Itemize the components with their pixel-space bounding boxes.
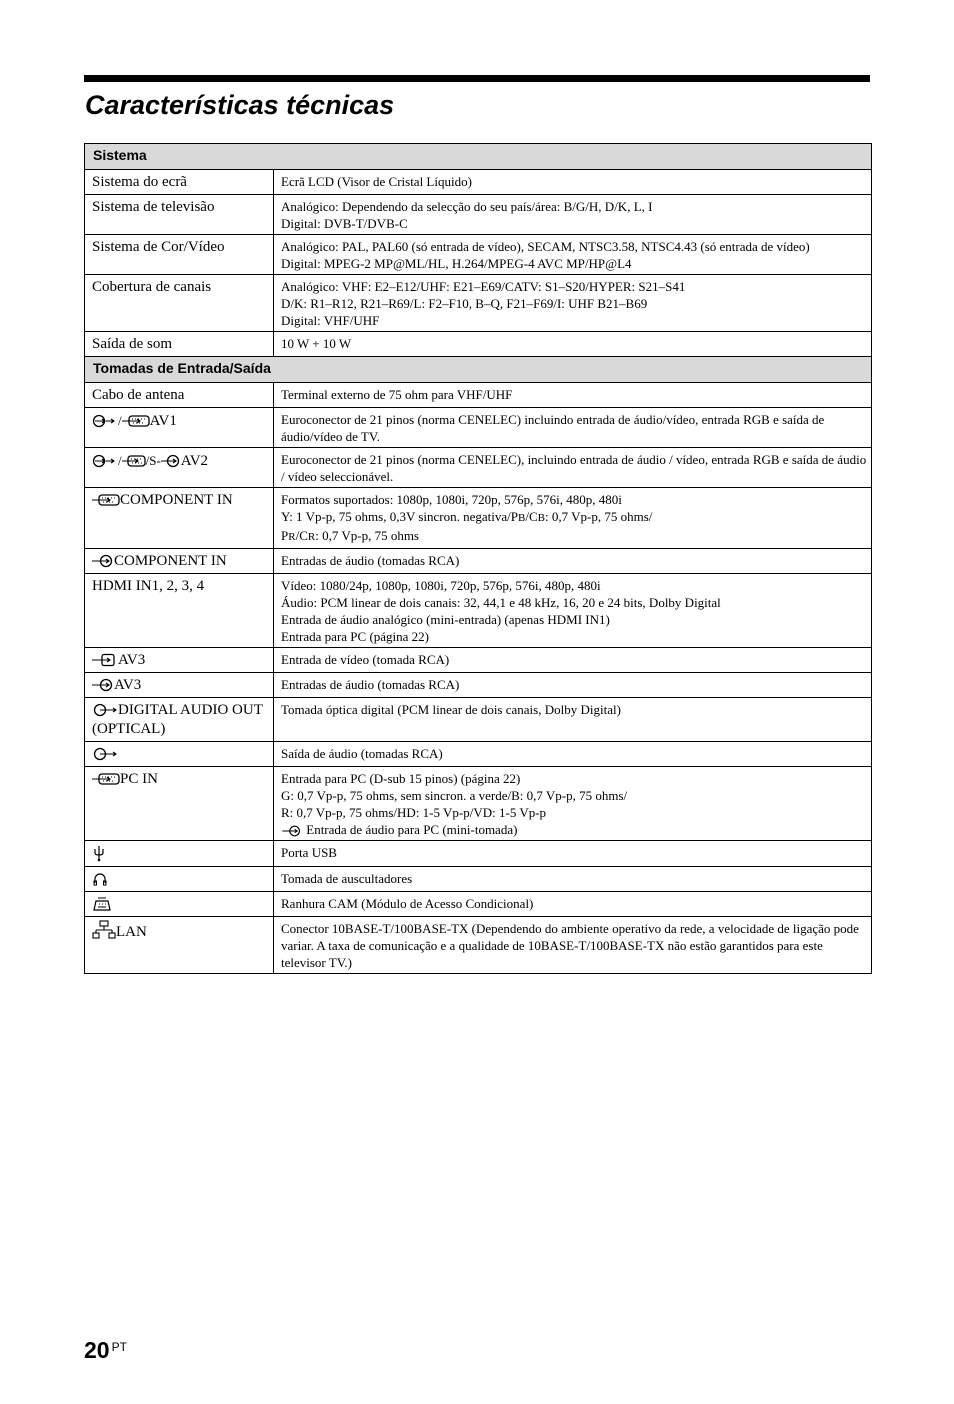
row-label: Sistema de Cor/Vídeo: [85, 235, 274, 275]
audio-in-icon: [92, 677, 114, 693]
title-rule: [84, 75, 870, 82]
row-label: LAN: [85, 917, 274, 974]
row-value: Ranhura CAM (Módulo de Acesso Condicional): [274, 892, 872, 917]
table-row: [85, 673, 872, 698]
page-footer: [84, 1337, 127, 1364]
audio-out-icon: [92, 746, 118, 762]
page-language: PT: [111, 1340, 127, 1354]
table-row: [85, 841, 872, 867]
table-row: [85, 170, 872, 195]
row-label: / /S- AV2: [85, 448, 274, 488]
table-row: [85, 648, 872, 673]
row-label: HDMI IN1, 2, 3, 4: [85, 574, 274, 648]
table-row: [85, 698, 872, 742]
row-label: DIGITAL AUDIO OUT (OPTICAL): [85, 698, 274, 742]
row-value: Tomada de auscultadores: [274, 867, 872, 892]
component-video-in-icon: [92, 492, 120, 508]
table-row: [85, 448, 872, 488]
row-value: Euroconector de 21 pinos (norma CENELEC) incluindo entrada de áudio/vídeo, entrada RGB e saída de áudio/vídeo de TV.: [274, 408, 872, 448]
table-row: [85, 867, 872, 892]
row-value: Analógico: VHF: E2–E12/UHF: E21–E69/CATV: S1–S20/HYPER: S21–S41 D/K: R1–R12, R21–R69/L: F2–F10, B–Q, F21–F69/I: UHF B21–B69 Digital: VHF/UHF: [274, 275, 872, 332]
row-value: Analógico: Dependendo da selecção do seu país/área: B/G/H, D/K, L, I Digital: DVB-T/DVB-C: [274, 195, 872, 235]
spec-table: [84, 143, 872, 974]
section-row: [85, 144, 872, 170]
cam-slot-icon: [92, 896, 112, 912]
row-label: Cobertura de canais: [85, 275, 274, 332]
row-label: [85, 742, 274, 767]
table-row: [85, 408, 872, 448]
video-in-icon: [92, 652, 118, 668]
row-label: Sistema do ecrã: [85, 170, 274, 195]
section-row: [85, 357, 872, 383]
row-label: [85, 841, 274, 867]
table-row: [85, 195, 872, 235]
table-row: [85, 549, 872, 574]
row-label: COMPONENT IN: [85, 488, 274, 549]
row-value: Euroconector de 21 pinos (norma CENELEC), incluindo entrada de áudio / vídeo, entrada RGB e saída de áudio / vídeo seleccionável.: [274, 448, 872, 488]
component-video-in-icon: [122, 453, 146, 469]
video-in-icon: [161, 453, 181, 469]
table-row: [85, 767, 872, 841]
row-label: COMPONENT IN: [85, 549, 274, 574]
table-row: [85, 383, 872, 408]
row-label: AV3: [85, 648, 274, 673]
usb-icon: [92, 844, 106, 862]
table-row: [85, 574, 872, 648]
table-row: [85, 275, 872, 332]
row-label: / AV1: [85, 408, 274, 448]
table-row: [85, 235, 872, 275]
table-row: [85, 917, 872, 974]
row-value: Vídeo: 1080/24p, 1080p, 1080i, 720p, 576p, 576i, 480p, 480i Áudio: PCM linear de dois canais: 32, 44,1 e 48 kHz, 16, 20 e 24 bits, Dolby Digital Entrada de áudio analógico (mini-entrada) (apenas HDMI IN1) Entrada para PC (página 22): [274, 574, 872, 648]
section-io: Tomadas de Entrada/Saída: [85, 357, 872, 383]
row-value: Entrada de vídeo (tomada RCA): [274, 648, 872, 673]
section-system: Sistema: [85, 144, 872, 170]
audio-in-icon: [281, 824, 303, 838]
scart-inout-icon: [92, 413, 118, 429]
lan-icon: [92, 920, 116, 940]
row-value: Porta USB: [274, 841, 872, 867]
table-row: [85, 488, 872, 549]
audio-in-icon: [92, 553, 114, 569]
page-number: 20: [84, 1337, 110, 1363]
component-video-in-icon: [92, 771, 120, 787]
row-label: Saída de som: [85, 332, 274, 357]
row-value: Tomada óptica digital (PCM linear de dois canais, Dolby Digital): [274, 698, 872, 742]
table-row: [85, 892, 872, 917]
row-value: Analógico: PAL, PAL60 (só entrada de vídeo), SECAM, NTSC3.58, NTSC4.43 (só entrada de vídeo) Digital: MPEG-2 MP@ML/HL, H.264/MPEG-4 AVC MP/HP@L4: [274, 235, 872, 275]
row-value: 10 W + 10 W: [274, 332, 872, 357]
row-label: PC IN: [85, 767, 274, 841]
headphones-icon: [92, 871, 108, 887]
row-value: Entradas de áudio (tomadas RCA): [274, 673, 872, 698]
row-label: AV3: [85, 673, 274, 698]
component-video-in-icon: [122, 413, 150, 429]
scart-inout-icon: [92, 453, 118, 469]
row-label: Sistema de televisão: [85, 195, 274, 235]
page-title: Características técnicas: [85, 90, 395, 120]
row-value: Entradas de áudio (tomadas RCA): [274, 549, 872, 574]
table-row: [85, 742, 872, 767]
row-label: [85, 867, 274, 892]
audio-out-icon: [92, 702, 118, 718]
row-label: Cabo de antena: [85, 383, 274, 408]
row-value: Terminal externo de 75 ohm para VHF/UHF: [274, 383, 872, 408]
row-value: Saída de áudio (tomadas RCA): [274, 742, 872, 767]
row-value: Conector 10BASE-T/100BASE-TX (Dependendo do ambiente operativo da rede, a velocidade de ligação pode variar. A taxa de comunicação e a qualidade de 10BASE-T/100BASE-TX não estão garantidos para este televisor TV.): [274, 917, 872, 974]
row-label: [85, 892, 274, 917]
row-value: Entrada para PC (D-sub 15 pinos) (página 22) G: 0,7 Vp-p, 75 ohms, sem sincron. a verde/B: 0,7 Vp-p, 75 ohms/ R: 0,7 Vp-p, 75 ohms/HD: 1-5 Vp-p/VD: 1-5 Vp-p Entrada de áudio para PC (mini-tomada): [274, 767, 872, 841]
table-row: [85, 332, 872, 357]
row-value: Formatos suportados: 1080p, 1080i, 720p, 576p, 576i, 480p, 480i Y: 1 Vp-p, 75 ohms, 0,3V sincron. negativa/PB/CB: 0,7 Vp-p, 75 ohms/ PR/CR: 0,7 Vp-p, 75 ohms: [274, 488, 872, 549]
row-value: Ecrã LCD (Visor de Cristal Líquido): [274, 170, 872, 195]
